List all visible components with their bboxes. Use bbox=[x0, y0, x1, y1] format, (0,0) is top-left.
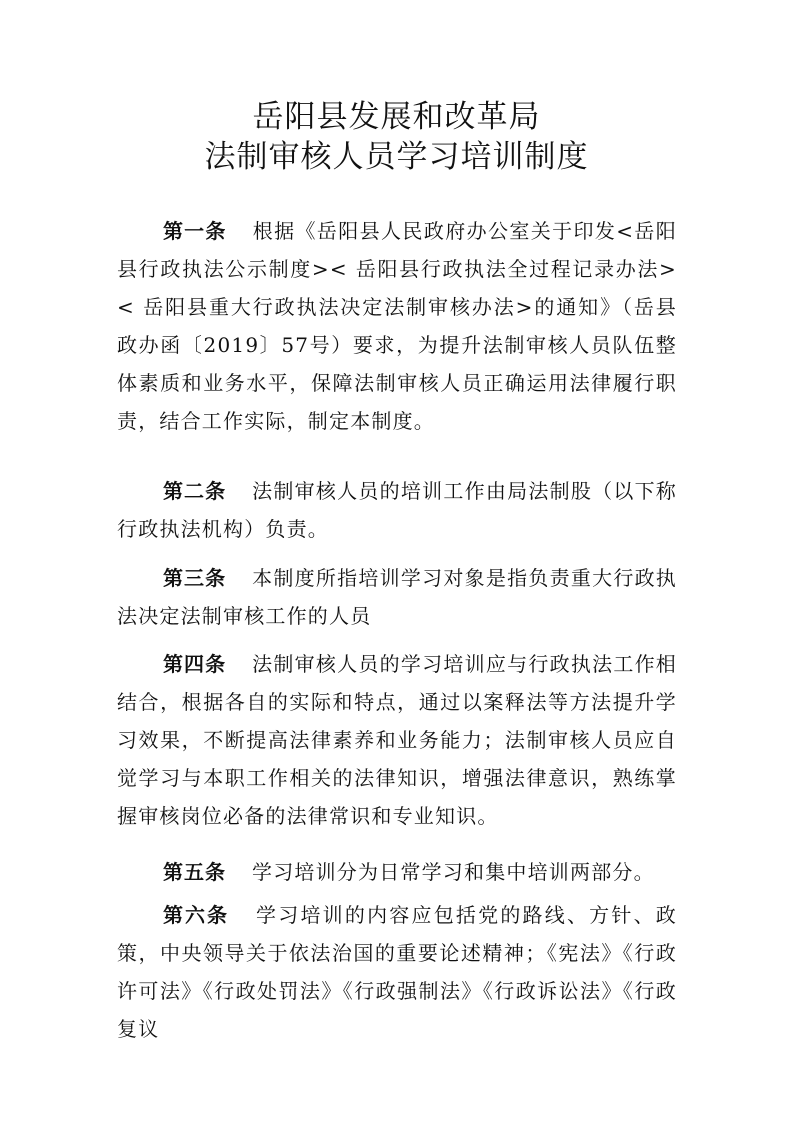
article-6-label: 第六条 bbox=[163, 903, 230, 927]
article-1 bbox=[117, 212, 677, 440]
article-1-label: 第一条 bbox=[163, 219, 227, 243]
article-2-label: 第二条 bbox=[163, 479, 227, 503]
article-3-text: 本制度所指培训学习对象是指负责重大行政执法决定法制审核工作的人员 bbox=[117, 566, 678, 628]
article-5-text: 学习培训分为日常学习和集中培训两部分。 bbox=[252, 860, 655, 884]
article-4 bbox=[117, 645, 677, 835]
article-3-label: 第三条 bbox=[163, 566, 227, 590]
article-4-label: 第四条 bbox=[163, 652, 227, 676]
article-3 bbox=[117, 559, 677, 635]
article-5 bbox=[117, 853, 677, 891]
article-6-text: 学习培训的内容应包括党的路线、方针、政策，中央领导关于依法治国的重要论述精神；《宪法》《行政许可法》《行政处罚法》《行政强制法》《行政诉讼法》《行政复议 bbox=[117, 903, 677, 1041]
article-2-text: 法制审核人员的培训工作由局法制股（以下称行政执法机构）负责。 bbox=[117, 479, 678, 541]
article-6 bbox=[117, 896, 677, 1048]
document-title-line-1: 岳阳县发展和改革局 bbox=[252, 99, 541, 135]
article-4-text: 法制审核人员的学习培训应与行政执法工作相结合，根据各自的实际和特点，通过以案释法等方法提升学习效果，不断提高法律素养和业务能力；法制审核人员应自觉学习与本职工作相关的法律知识，增强法律意识，熟练掌握审核岗位必备的法律常识和专业知识。 bbox=[117, 652, 678, 828]
article-1-text: 根据《岳阳县人民政府办公室关于印发<岳阳县行政执法公示制度>< 岳阳县行政执法全过程记录办法>< 岳阳县重大行政执法决定法制审核办法>的通知》（岳县政办函〔2019〕57号）要求，为提升法制审核人员队伍整体素质和业务水平，保障法制审核人员正确运用法律履行职责，结合工作实际，制定本制度。 bbox=[117, 219, 678, 433]
article-2 bbox=[117, 472, 677, 548]
article-5-label: 第五条 bbox=[163, 860, 226, 884]
document-title-line-2: 法制审核人员学习培训制度 bbox=[204, 139, 589, 175]
